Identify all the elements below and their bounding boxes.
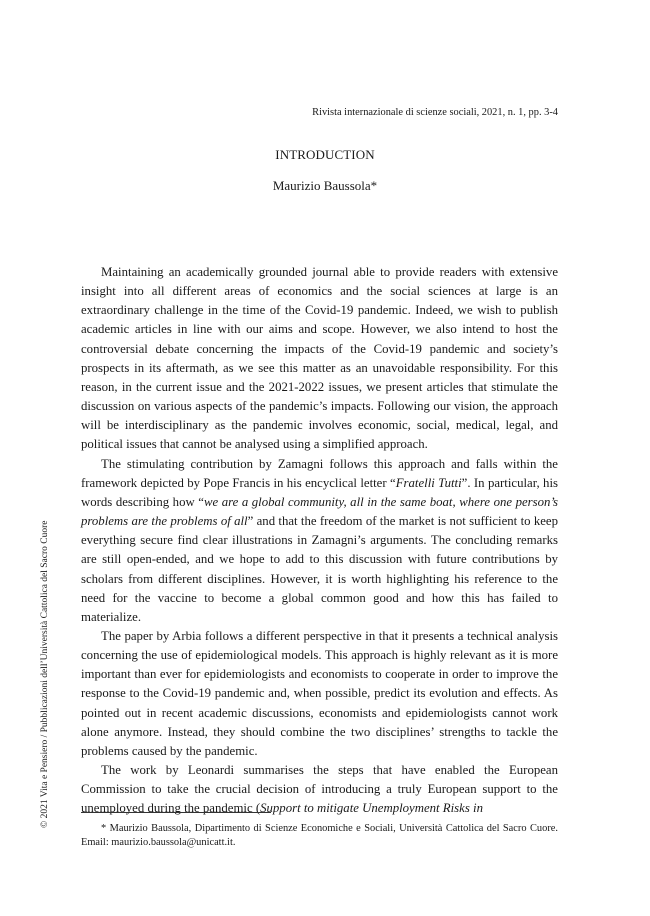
paragraph-4 (81, 761, 558, 818)
paragraph-1: Maintaining an academically grounded journal able to provide readers with extensive insight into all different areas of economics and the social sciences at large is an extraordinary challenge in the time of the Covid-19 pandemic. Indeed, we wish to publish academic articles in line with our aims and scope. However, we also intend to host the controversial debate concerning the impacts of the Covid-19 pandemic and society’s prospects in its aftermath, as we see this matter as an unavoidable responsibility. For this reason, in the current issue and the 2021-2022 issues, we present articles that stimulate the discussion on various aspects of the pandemic’s impacts. Following our vision, the approach will be interdisciplinary as the pandemic involves economic, social, medical, legal, and political issues that cannot be analysed using a simplified approach. (81, 265, 558, 452)
paragraph-3: The paper by Arbia follows a different perspective in that it presents a technical analysis concerning the use of epidemiological models. This approach is highly relevant as it is more important than ever for epidemiologists and economists to cooperate in order to improve the response to the Covid-19 pandemic and, when possible, predict its evolution and effects. As pointed out in recent academic discussions, economists and epidemiologists cannot work alone anymore. Instead, they should combine the two disciplines’ strengths to tackle the problems caused by the pandemic. (81, 628, 558, 758)
article-title: INTRODUCTION (275, 147, 375, 162)
article-body (81, 263, 558, 819)
running-head: Rivista internazionale di scienze sociali, 2021, n. 1, pp. 3-4 (312, 107, 558, 118)
paragraph-2 (81, 455, 558, 627)
copyright-notice: © 2021 Vita e Pensiero / Pubblicazioni dell’Università Cattolica del Sacro Cuore (40, 520, 50, 828)
encyclical-title: Fratelli Tutti (395, 475, 462, 490)
article-author: Maurizio Baussola* (272, 178, 378, 193)
paragraph-2-text-1: The stimulating contribution by Zamagni follows this approach and falls within the framework depicted by Pope Francis in his encyclical letter “ (81, 456, 558, 490)
paragraph-2-text-2: ”. In particular, his words describing how “ (81, 475, 558, 509)
encyclical-quote: we are a global community, all in the same boat, where one person’s problems are the problems of all (81, 494, 559, 529)
paragraph-4-text-1: The work by Leonardi summarises the steps that have enabled the European Commission to take the crucial decision of introducing a truly European support to the unemployed during the pandemic ( (81, 763, 558, 816)
footnote (81, 822, 558, 850)
footnote-divider (81, 812, 271, 813)
footnote-text: * Maurizio Baussola, Dipartimento di Scienze Economiche e Sociali, Università Cattolica del Sacro Cuore. Email: maurizio.baussola@unicatt.it. (81, 823, 558, 848)
sure-programme-name: Support to mitigate Unemployment Risks in (260, 801, 483, 816)
paragraph-2-text-3: ” and that the freedom of the market is not sufficient to keep everything secure find clear illustrations in Zamagni’s arguments. The concluding remarks are still open-ended, and we hope to add to this discussion with future contributions by scholars from different disciplines. However, it is worth highlighting his reference to the need for the vaccine to become a global common good and how this has failed to materialize. (81, 514, 558, 624)
